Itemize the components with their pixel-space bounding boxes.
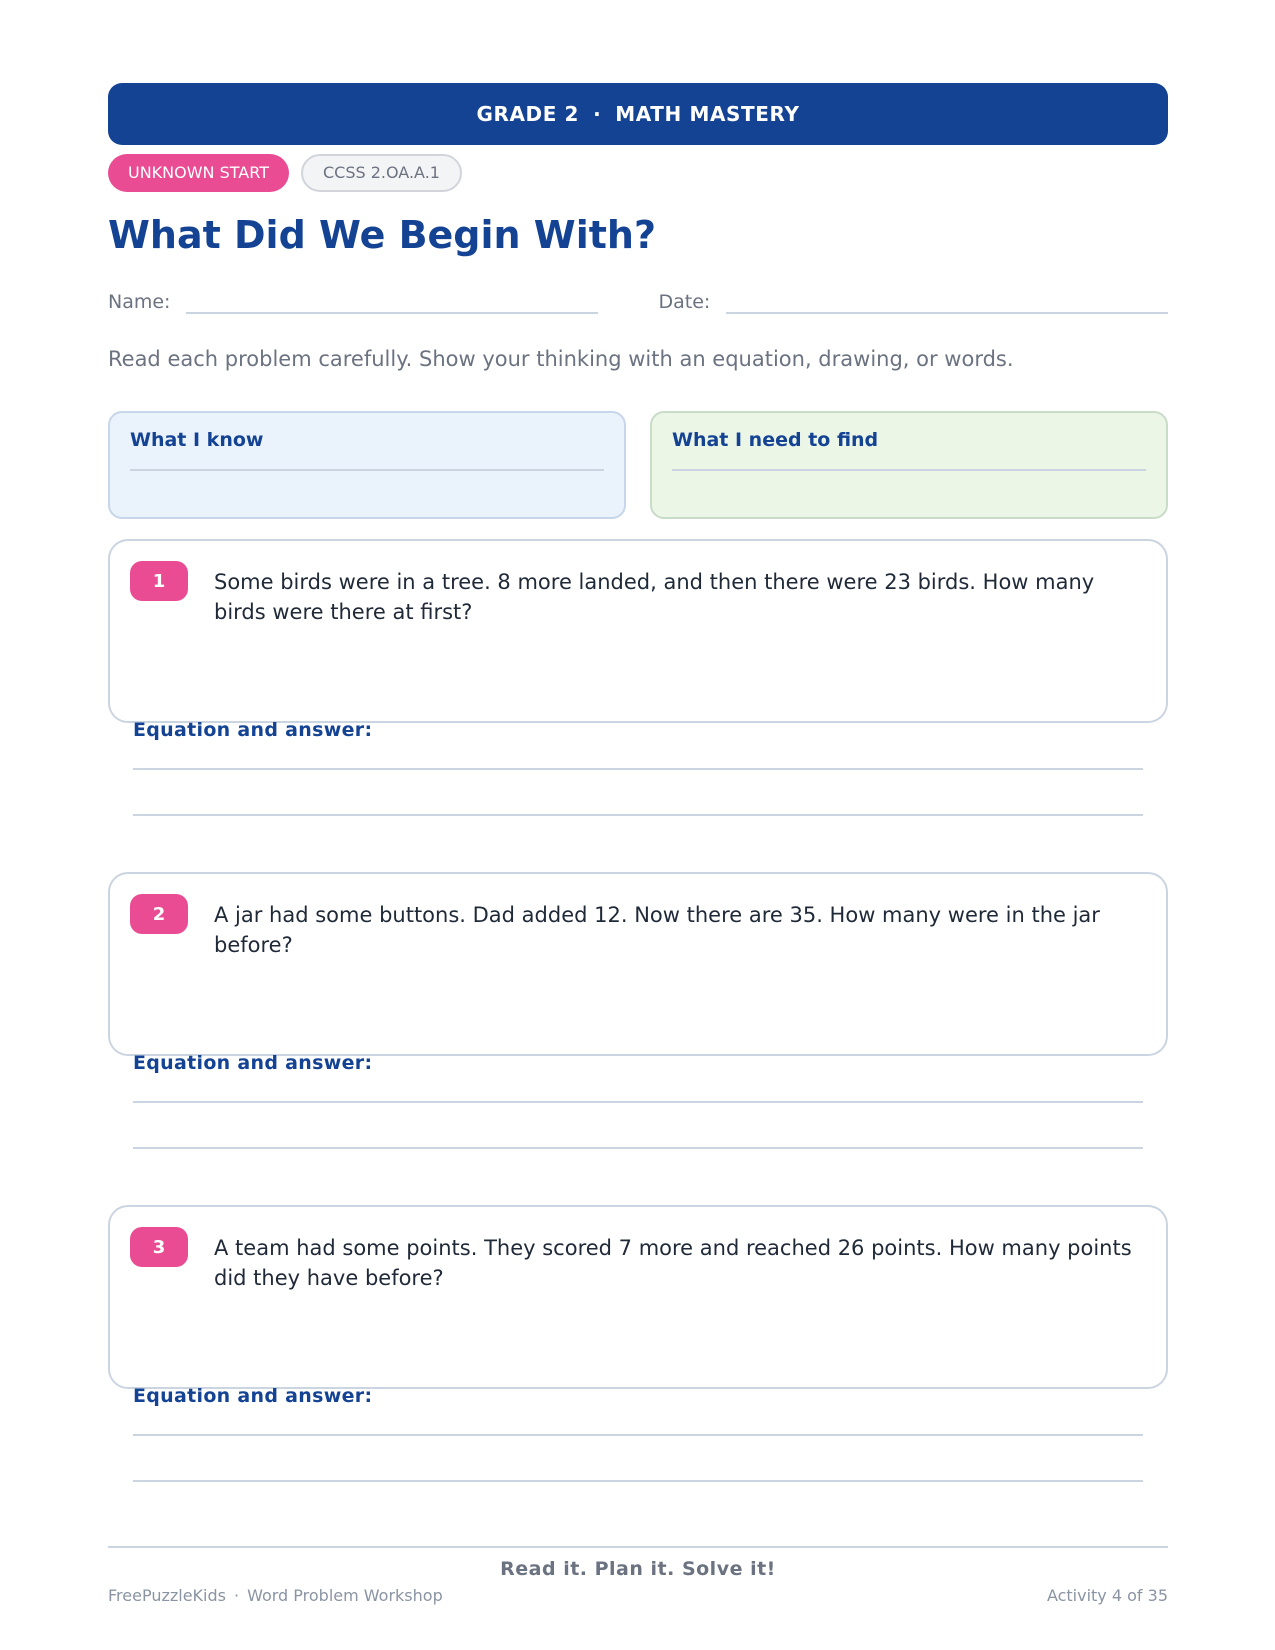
footer-bottom-row — [108, 1586, 1168, 1605]
problem-type-tag: UNKNOWN START — [108, 154, 289, 192]
tag-row — [108, 154, 1168, 192]
problem-text: A jar had some buttons. Dad added 12. Now there are 35. How many were in the jar before? — [214, 903, 1100, 957]
equation-answer-label: Equation and answer: — [133, 1385, 373, 1407]
date-label: Date: — [658, 291, 711, 313]
what-i-need-to-find-label: What I need to find — [672, 429, 879, 451]
footer-credits — [108, 1586, 443, 1605]
footer-divider — [108, 1546, 1168, 1548]
footer-separator: · — [233, 1586, 240, 1605]
grade-label: GRADE 2 — [476, 102, 580, 126]
page-footer — [108, 1546, 1168, 1605]
answer-line[interactable] — [133, 814, 1143, 816]
answer-line[interactable] — [133, 1101, 1143, 1103]
answer-line[interactable] — [133, 1480, 1143, 1482]
problem-item — [108, 1205, 1168, 1538]
series-label: MATH MASTERY — [615, 102, 800, 126]
what-i-know-box — [108, 411, 626, 519]
answer-line[interactable] — [133, 1434, 1143, 1436]
footer-motto: Read it. Plan it. Solve it! — [500, 1558, 776, 1580]
equation-answer-label: Equation and answer: — [133, 719, 373, 741]
worksheet-page — [108, 83, 1168, 1538]
problem-card — [108, 1205, 1168, 1389]
name-label: Name: — [108, 291, 171, 313]
problem-number-badge: 2 — [130, 894, 188, 934]
problem-card — [108, 539, 1168, 723]
answer-line[interactable] — [133, 768, 1143, 770]
page-title: What Did We Begin With? — [108, 213, 657, 257]
planning-row — [108, 411, 1168, 519]
problem-item — [108, 872, 1168, 1205]
what-i-know-line[interactable] — [130, 469, 604, 471]
problem-list — [108, 539, 1168, 1538]
date-field[interactable] — [726, 288, 1168, 314]
footer-brand: FreePuzzleKids — [108, 1586, 226, 1605]
banner-separator: · — [593, 102, 602, 126]
what-i-need-to-find-box — [650, 411, 1168, 519]
header-banner — [108, 83, 1168, 145]
name-field[interactable] — [186, 288, 598, 314]
instructions: Read each problem carefully. Show your thinking with an equation, drawing, or words. — [108, 347, 1014, 371]
problem-number-badge: 3 — [130, 1227, 188, 1267]
problem-card — [108, 872, 1168, 1056]
activity-counter: Activity 4 of 35 — [1046, 1586, 1168, 1605]
student-info-row — [108, 282, 1168, 314]
what-i-need-to-find-line[interactable] — [672, 469, 1146, 471]
equation-answer-label: Equation and answer: — [133, 1052, 373, 1074]
problem-number-badge: 1 — [130, 561, 188, 601]
footer-collection: Word Problem Workshop — [247, 1586, 443, 1605]
problem-text: A team had some points. They scored 7 more and reached 26 points. How many points did they have before? — [214, 1236, 1132, 1290]
answer-line[interactable] — [133, 1147, 1143, 1149]
standard-tag: CCSS 2.OA.A.1 — [301, 154, 462, 192]
what-i-know-label: What I know — [130, 429, 264, 451]
problem-item — [108, 539, 1168, 872]
problem-text: Some birds were in a tree. 8 more landed, and then there were 23 birds. How many birds were there at first? — [214, 570, 1095, 624]
